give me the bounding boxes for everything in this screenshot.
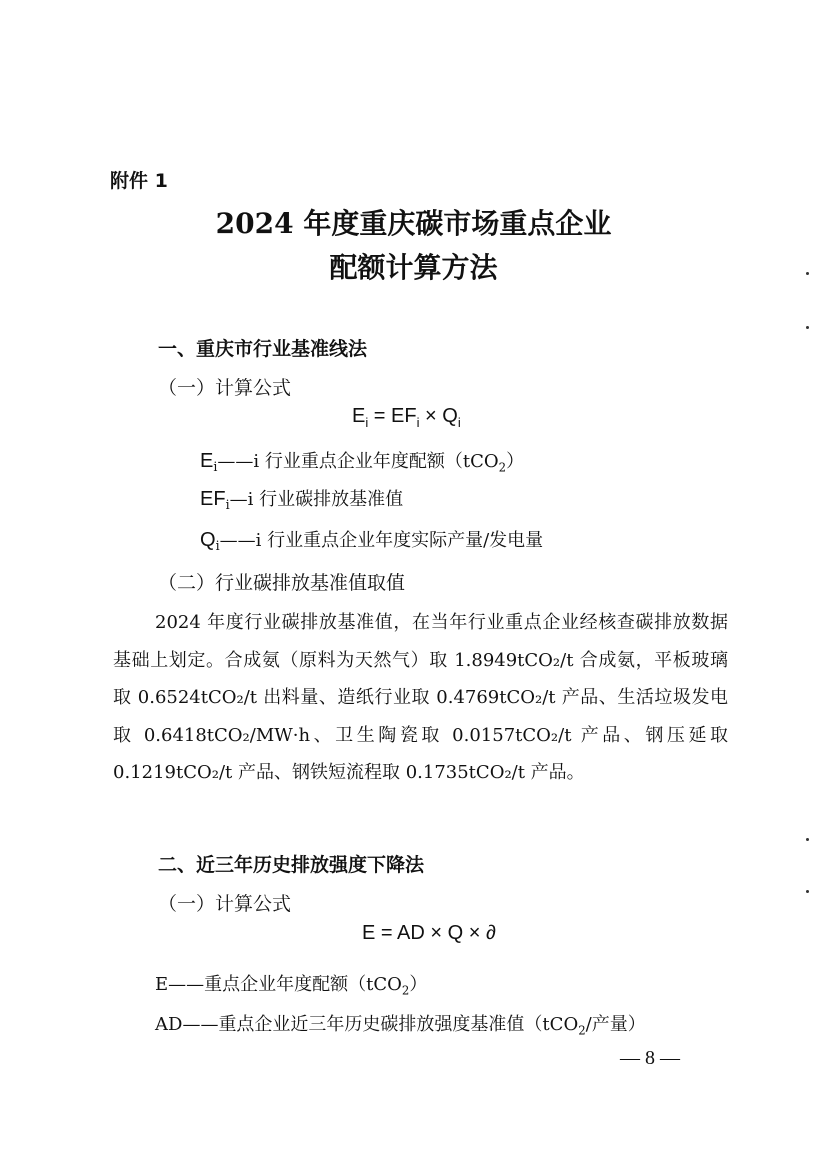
baseline-values-paragraph: 2024 年度行业碳排放基准值，在当年行业重点企业经核查碳排放数据基础上划定。合成氨（原料为天然气）取 1.8949tCO₂/t 合成氨，平板玻璃取 0.6524tCO₂/t 出料量、造纸行业取 0.4769tCO₂/t 产品、生活垃圾发电取 0.6418tCO₂/MW·h、卫生陶瓷取 0.0157tCO₂/t 产品、钢压延取 0.1219tCO₂/t 产品、钢铁短流程取 0.1735tCO₂/t 产品。 — [113, 612, 728, 784]
section2-heading: 二、近三年历史排放强度下降法 — [158, 854, 425, 876]
scan-mark — [806, 890, 809, 893]
page-number: — 8 — — [620, 1047, 680, 1069]
formula-2: E = AD × Q × ∂ — [362, 922, 496, 944]
section2-sub1-heading: （一）计算公式 — [158, 893, 292, 915]
section1-sub1-heading: （一）计算公式 — [158, 377, 292, 399]
scan-mark — [806, 326, 809, 329]
attachment-label: 附件 1 — [110, 170, 168, 192]
section1-sub2-heading: （二）行业碳排放基准值取值 — [158, 572, 406, 594]
scan-mark — [806, 272, 809, 275]
scan-mark — [806, 838, 809, 841]
section1-heading: 一、重庆市行业基准线法 — [158, 338, 368, 360]
definition-ei: $E_i——i$ 行业重点企业年度配额（tCO$_2$） — [200, 450, 525, 475]
formula-1: $E_i = EF_i \times Q_i$ — [352, 405, 461, 430]
definition-ad: AD——重点企业近三年历史碳排放强度基准值（tCO$_2$/产量） — [155, 1014, 646, 1038]
definition-e: E——重点企业年度配额（tCO$_2$） — [155, 974, 428, 998]
definition-efi: $EF_i—i$ 行业碳排放基准值 — [200, 488, 404, 512]
definition-qi: $Q_i——i$ 行业重点企业年度实际产量/发电量 — [200, 529, 544, 553]
document-title-line2: 配额计算方法 — [329, 251, 498, 284]
document-title-line1: 2024 年度重庆碳市场重点企业 — [215, 207, 612, 240]
